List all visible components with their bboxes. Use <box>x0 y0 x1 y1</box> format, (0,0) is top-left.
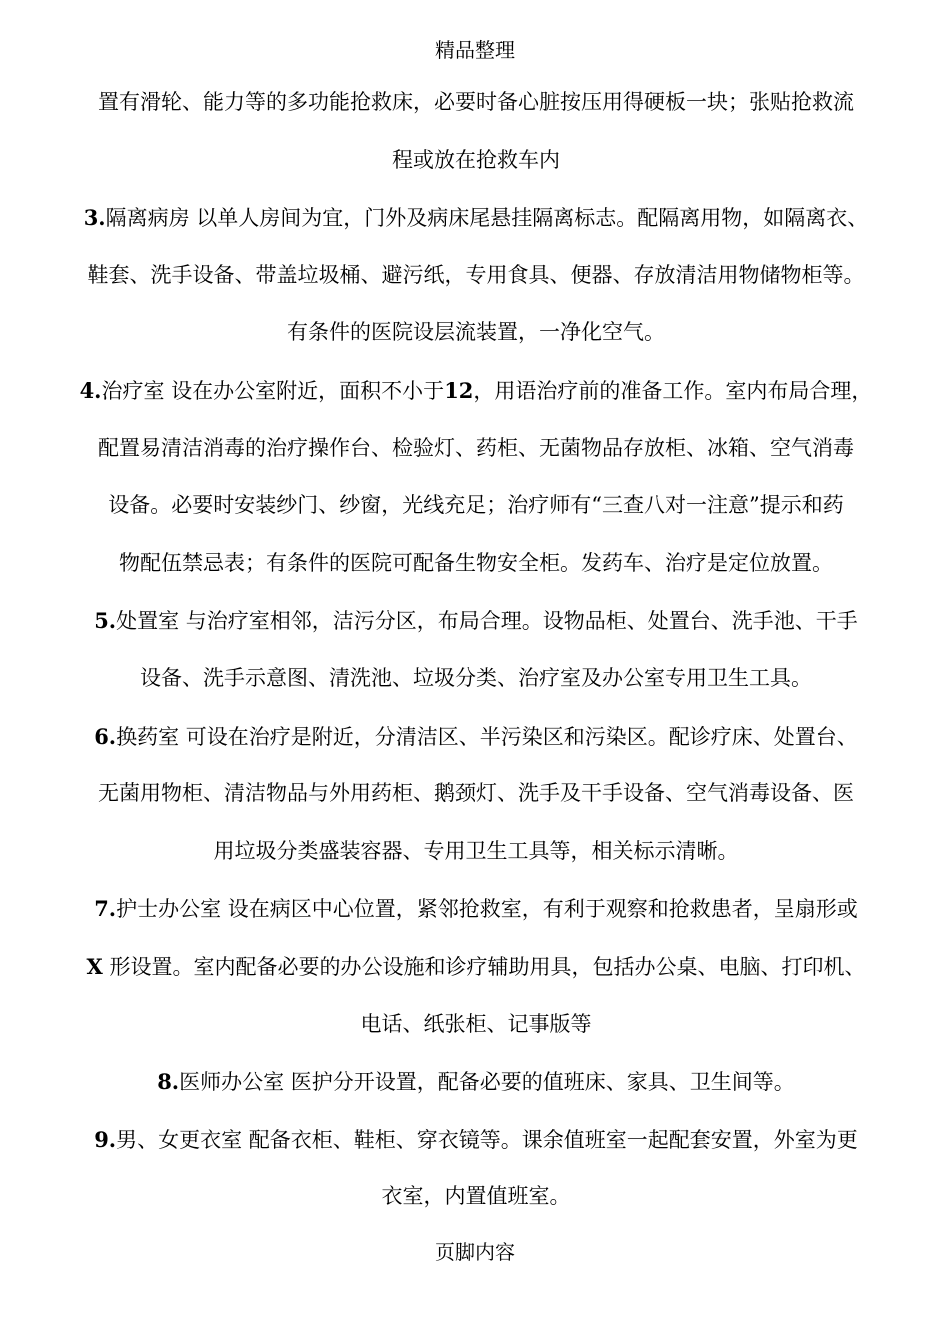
section-7-number: 7. <box>94 896 117 922</box>
section-3-line-2: 鞋套、洗手设备、带盖垃圾桶、避污纸，专用食具、便器、存放清洁用物储物柜等。 <box>87 262 865 287</box>
section-4-line-4: 物配伍禁忌表；有条件的医院可配备生物安全柜。发药车、治疗是定位放置。 <box>119 550 833 575</box>
intro-line-2: 程或放在抢救车内 <box>392 147 560 172</box>
section-5-line-1: 5.处置室 与治疗室相邻，洁污分区，布局合理。设物品柜、处置台、洗手池、干手 <box>94 608 858 634</box>
page-footer: 页脚内容 <box>435 1240 515 1264</box>
page-header: 精品整理 <box>435 38 515 62</box>
section-4-line-2: 配置易清洁消毒的治疗操作台、检验灯、药柜、无菌物品存放柜、冰箱、空气消毒 <box>98 435 854 460</box>
section-6-line-3: 用垃圾分类盛装容器、专用卫生工具等，相关标示清晰。 <box>213 838 739 863</box>
section-3-line-1: 3.隔离病房 以单人房间为宜，门外及病床尾悬挂隔离标志。配隔离用物，如隔离衣、 <box>83 205 869 231</box>
section-9-number: 9. <box>94 1126 117 1152</box>
section-6-line-1: 6.换药室 可设在治疗是附近，分清洁区、半污染区和污染区。配诊疗床、处置台、 <box>94 723 858 749</box>
section-4-line-3: 设备。必要时安装纱门、纱窗，光线充足；治疗师有“三查八对一注意”提示和药 <box>108 493 844 518</box>
section-4-area-number: 12 <box>444 377 474 403</box>
section-4-number: 4. <box>79 377 102 403</box>
section-9-line-1: 9.男、女更衣室 配备衣柜、鞋柜、穿衣镜等。课余值班室一起配套安置，外室为更 <box>94 1126 858 1152</box>
section-8-number: 8. <box>157 1069 180 1095</box>
section-7-line-1: 7.护士办公室 设在病区中心位置，紧邻抢救室，有利于观察和抢救患者，呈扇形或 <box>94 896 858 922</box>
section-6-line-2: 无菌用物柜、清洁物品与外用药柜、鹅颈灯、洗手及干手设备、空气消毒设备、医 <box>98 781 854 806</box>
section-4-line-1: 4.治疗室 设在办公室附近，面积不小于12，用语治疗前的准备工作。室内布局合理， <box>79 377 873 403</box>
section-7-line-2: X 形设置。室内配备必要的办公设施和诊疗辅助用具，包括办公桌、电脑、打印机、 <box>86 953 866 979</box>
section-6-number: 6. <box>94 723 117 749</box>
section-9-line-2: 衣室，内置值班室。 <box>381 1184 571 1209</box>
section-7-x-letter: X <box>86 953 103 979</box>
section-3-line-3: 有条件的医院设层流装置，一净化空气。 <box>287 320 665 345</box>
section-3-number: 3. <box>83 205 106 231</box>
section-8-line-1: 8.医师办公室 医护分开设置，配备必要的值班床、家具、卫生间等。 <box>157 1069 795 1095</box>
section-5-number: 5. <box>94 608 117 634</box>
intro-line-1: 置有滑轮、能力等的多功能抢救床，必要时备心脏按压用得硬板一块；张贴抢救流 <box>98 90 854 114</box>
section-7-line-3: 电话、纸张柜、记事版等 <box>360 1011 592 1036</box>
document-body <box>64 74 888 1226</box>
section-5-line-2: 设备、洗手示意图、清洗池、垃圾分类、治疗室及办公室专用卫生工具。 <box>140 665 812 690</box>
